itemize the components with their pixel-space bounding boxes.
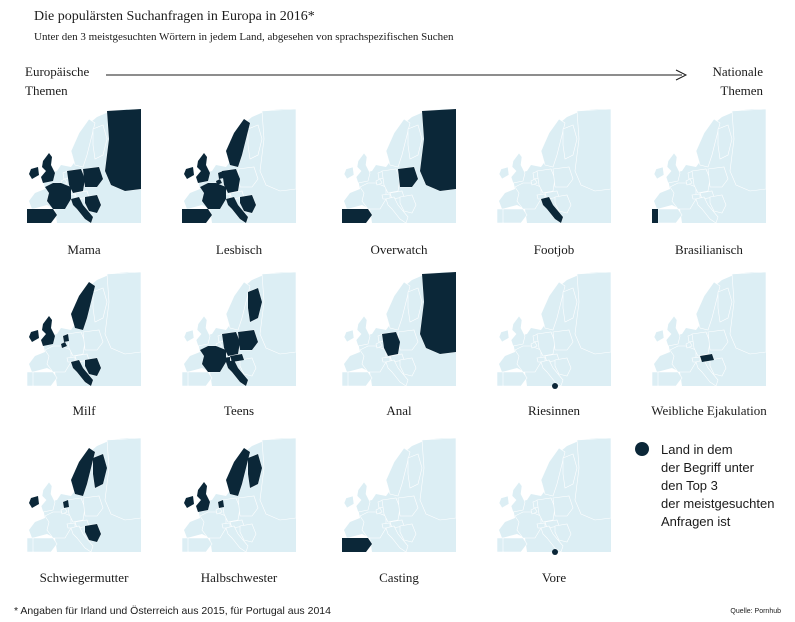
country-portugal [342, 372, 348, 386]
country-russia [260, 272, 296, 354]
country-ireland [499, 167, 509, 179]
right-theme-line1: Nationale [712, 64, 763, 79]
map-svg [497, 438, 611, 558]
europe-map-footjob [497, 109, 611, 223]
country-portugal [497, 372, 503, 386]
highlight-portugal [342, 538, 348, 552]
map-label: Halbschwester [200, 570, 278, 585]
country-russia [730, 272, 766, 354]
highlight-russia [105, 109, 141, 191]
country-uk [666, 153, 680, 183]
europe-map-halbschwester [182, 438, 296, 552]
country-uk [356, 316, 370, 346]
country-ireland [344, 167, 354, 179]
country-uk [511, 153, 525, 183]
country-spain [656, 209, 682, 223]
map-svg [652, 109, 766, 229]
right-theme-line2: Themen [720, 83, 763, 98]
map-label: Lesbisch [215, 242, 263, 257]
country-portugal [497, 538, 503, 552]
europe-map-casting [342, 438, 456, 552]
highlight-ireland [184, 496, 194, 508]
country-russia [105, 272, 141, 354]
highlight-ireland [184, 167, 194, 179]
map-label: Mama [67, 242, 101, 257]
highlight-spain [346, 538, 372, 552]
country-spain [346, 372, 372, 386]
map-label: Overwatch [370, 242, 428, 257]
highlight-ireland [29, 496, 39, 508]
map-label: Vore [541, 570, 567, 585]
highlight-spain [346, 209, 372, 223]
country-portugal [652, 372, 658, 386]
european-to-national-arrow [106, 69, 688, 81]
europe-map-overwatch [342, 109, 456, 223]
highlight-malta [552, 549, 558, 555]
map-svg [652, 272, 766, 392]
country-russia [575, 109, 611, 191]
country-ireland [499, 496, 509, 508]
left-theme-label [25, 62, 89, 100]
left-theme-line1: Europäische [25, 64, 90, 79]
europe-map-mama [27, 109, 141, 223]
country-ireland [344, 496, 354, 508]
footnote: * Angaben für Irland und Österreich aus 2015, für Portugal aus 2014 [14, 605, 331, 617]
map-label: Brasilianisch [675, 242, 743, 257]
page-title: Die populärsten Suchanfragen in Europa in 2016* [34, 9, 315, 24]
highlight-spain [186, 209, 212, 223]
country-ireland [344, 330, 354, 342]
country-ireland [184, 330, 194, 342]
legend-line: Land in dem [661, 442, 733, 457]
highlight-ireland [29, 167, 39, 179]
country-uk [41, 482, 55, 512]
highlight-spain [31, 209, 57, 223]
country-ireland [654, 330, 664, 342]
map-label: Riesinnen [528, 403, 580, 418]
highlight-russia [420, 272, 456, 354]
country-portugal [497, 209, 503, 223]
legend-line: Anfragen ist [661, 514, 731, 529]
country-russia [105, 438, 141, 520]
country-russia [575, 272, 611, 354]
country-russia [420, 438, 456, 520]
europe-map-weibliche-ejakulation [652, 272, 766, 386]
map-label: Casting [379, 570, 419, 585]
country-spain [186, 538, 212, 552]
europe-map-schwiegermutter [27, 438, 141, 552]
country-spain [501, 538, 527, 552]
europe-map-riesinnen [497, 272, 611, 386]
country-uk [356, 482, 370, 512]
country-ireland [499, 330, 509, 342]
map-svg [182, 109, 296, 229]
country-spain [656, 372, 682, 386]
legend-line: den Top 3 [661, 478, 718, 493]
highlight-uk [41, 316, 55, 346]
left-theme-line2: Themen [25, 83, 68, 98]
europe-map-lesbisch [182, 109, 296, 223]
highlight-ireland [29, 330, 39, 342]
country-spain [31, 538, 57, 552]
highlight-russia [420, 109, 456, 191]
map-label: Weibliche Ejakulation [651, 403, 767, 418]
europe-map-milf [27, 272, 141, 386]
page-subtitle: Unter den 3 meistgesuchten Wörtern in jedem Land, abgesehen von sprachspezifischen Suchen [34, 31, 454, 43]
map-svg [497, 272, 611, 392]
map-svg [497, 109, 611, 229]
country-russia [260, 438, 296, 520]
country-portugal [182, 538, 188, 552]
highlight-uk [196, 482, 210, 512]
country-uk [511, 482, 525, 512]
europe-map-vore [497, 438, 611, 552]
country-portugal [27, 372, 33, 386]
country-uk [196, 316, 210, 346]
legend-text [661, 441, 786, 531]
map-label: Schwiegermutter [39, 570, 129, 585]
map-label: Milf [72, 403, 96, 418]
europe-map-anal [342, 272, 456, 386]
highlight-portugal [342, 209, 348, 223]
europe-map-brasilianisch [652, 109, 766, 223]
map-label: Footjob [533, 242, 575, 257]
country-uk [511, 316, 525, 346]
right-theme-label [712, 62, 763, 100]
source-credit: Quelle: Pornhub [730, 608, 781, 615]
country-portugal [27, 538, 33, 552]
legend-line: der Begriff unter [661, 460, 754, 475]
country-ireland [654, 167, 664, 179]
country-spain [501, 372, 527, 386]
legend-marker-dot [635, 442, 649, 456]
country-portugal [182, 372, 188, 386]
map-svg [342, 109, 456, 229]
map-svg [342, 272, 456, 392]
country-spain [186, 372, 212, 386]
highlight-malta [552, 383, 558, 389]
highlight-uk [196, 153, 210, 183]
map-svg [27, 438, 141, 558]
country-uk [356, 153, 370, 183]
map-svg [342, 438, 456, 558]
country-russia [575, 438, 611, 520]
country-spain [501, 209, 527, 223]
map-label: Anal [386, 403, 412, 418]
highlight-portugal [652, 209, 658, 223]
europe-map-teens [182, 272, 296, 386]
map-label: Teens [223, 403, 255, 418]
map-svg [27, 272, 141, 392]
country-russia [260, 109, 296, 191]
map-svg [182, 272, 296, 392]
highlight-portugal [182, 209, 188, 223]
country-uk [666, 316, 680, 346]
legend-line: der meistgesuchten [661, 496, 775, 511]
highlight-portugal [27, 209, 33, 223]
country-spain [31, 372, 57, 386]
map-svg [27, 109, 141, 229]
highlight-uk [41, 153, 55, 183]
country-russia [730, 109, 766, 191]
map-svg [182, 438, 296, 558]
